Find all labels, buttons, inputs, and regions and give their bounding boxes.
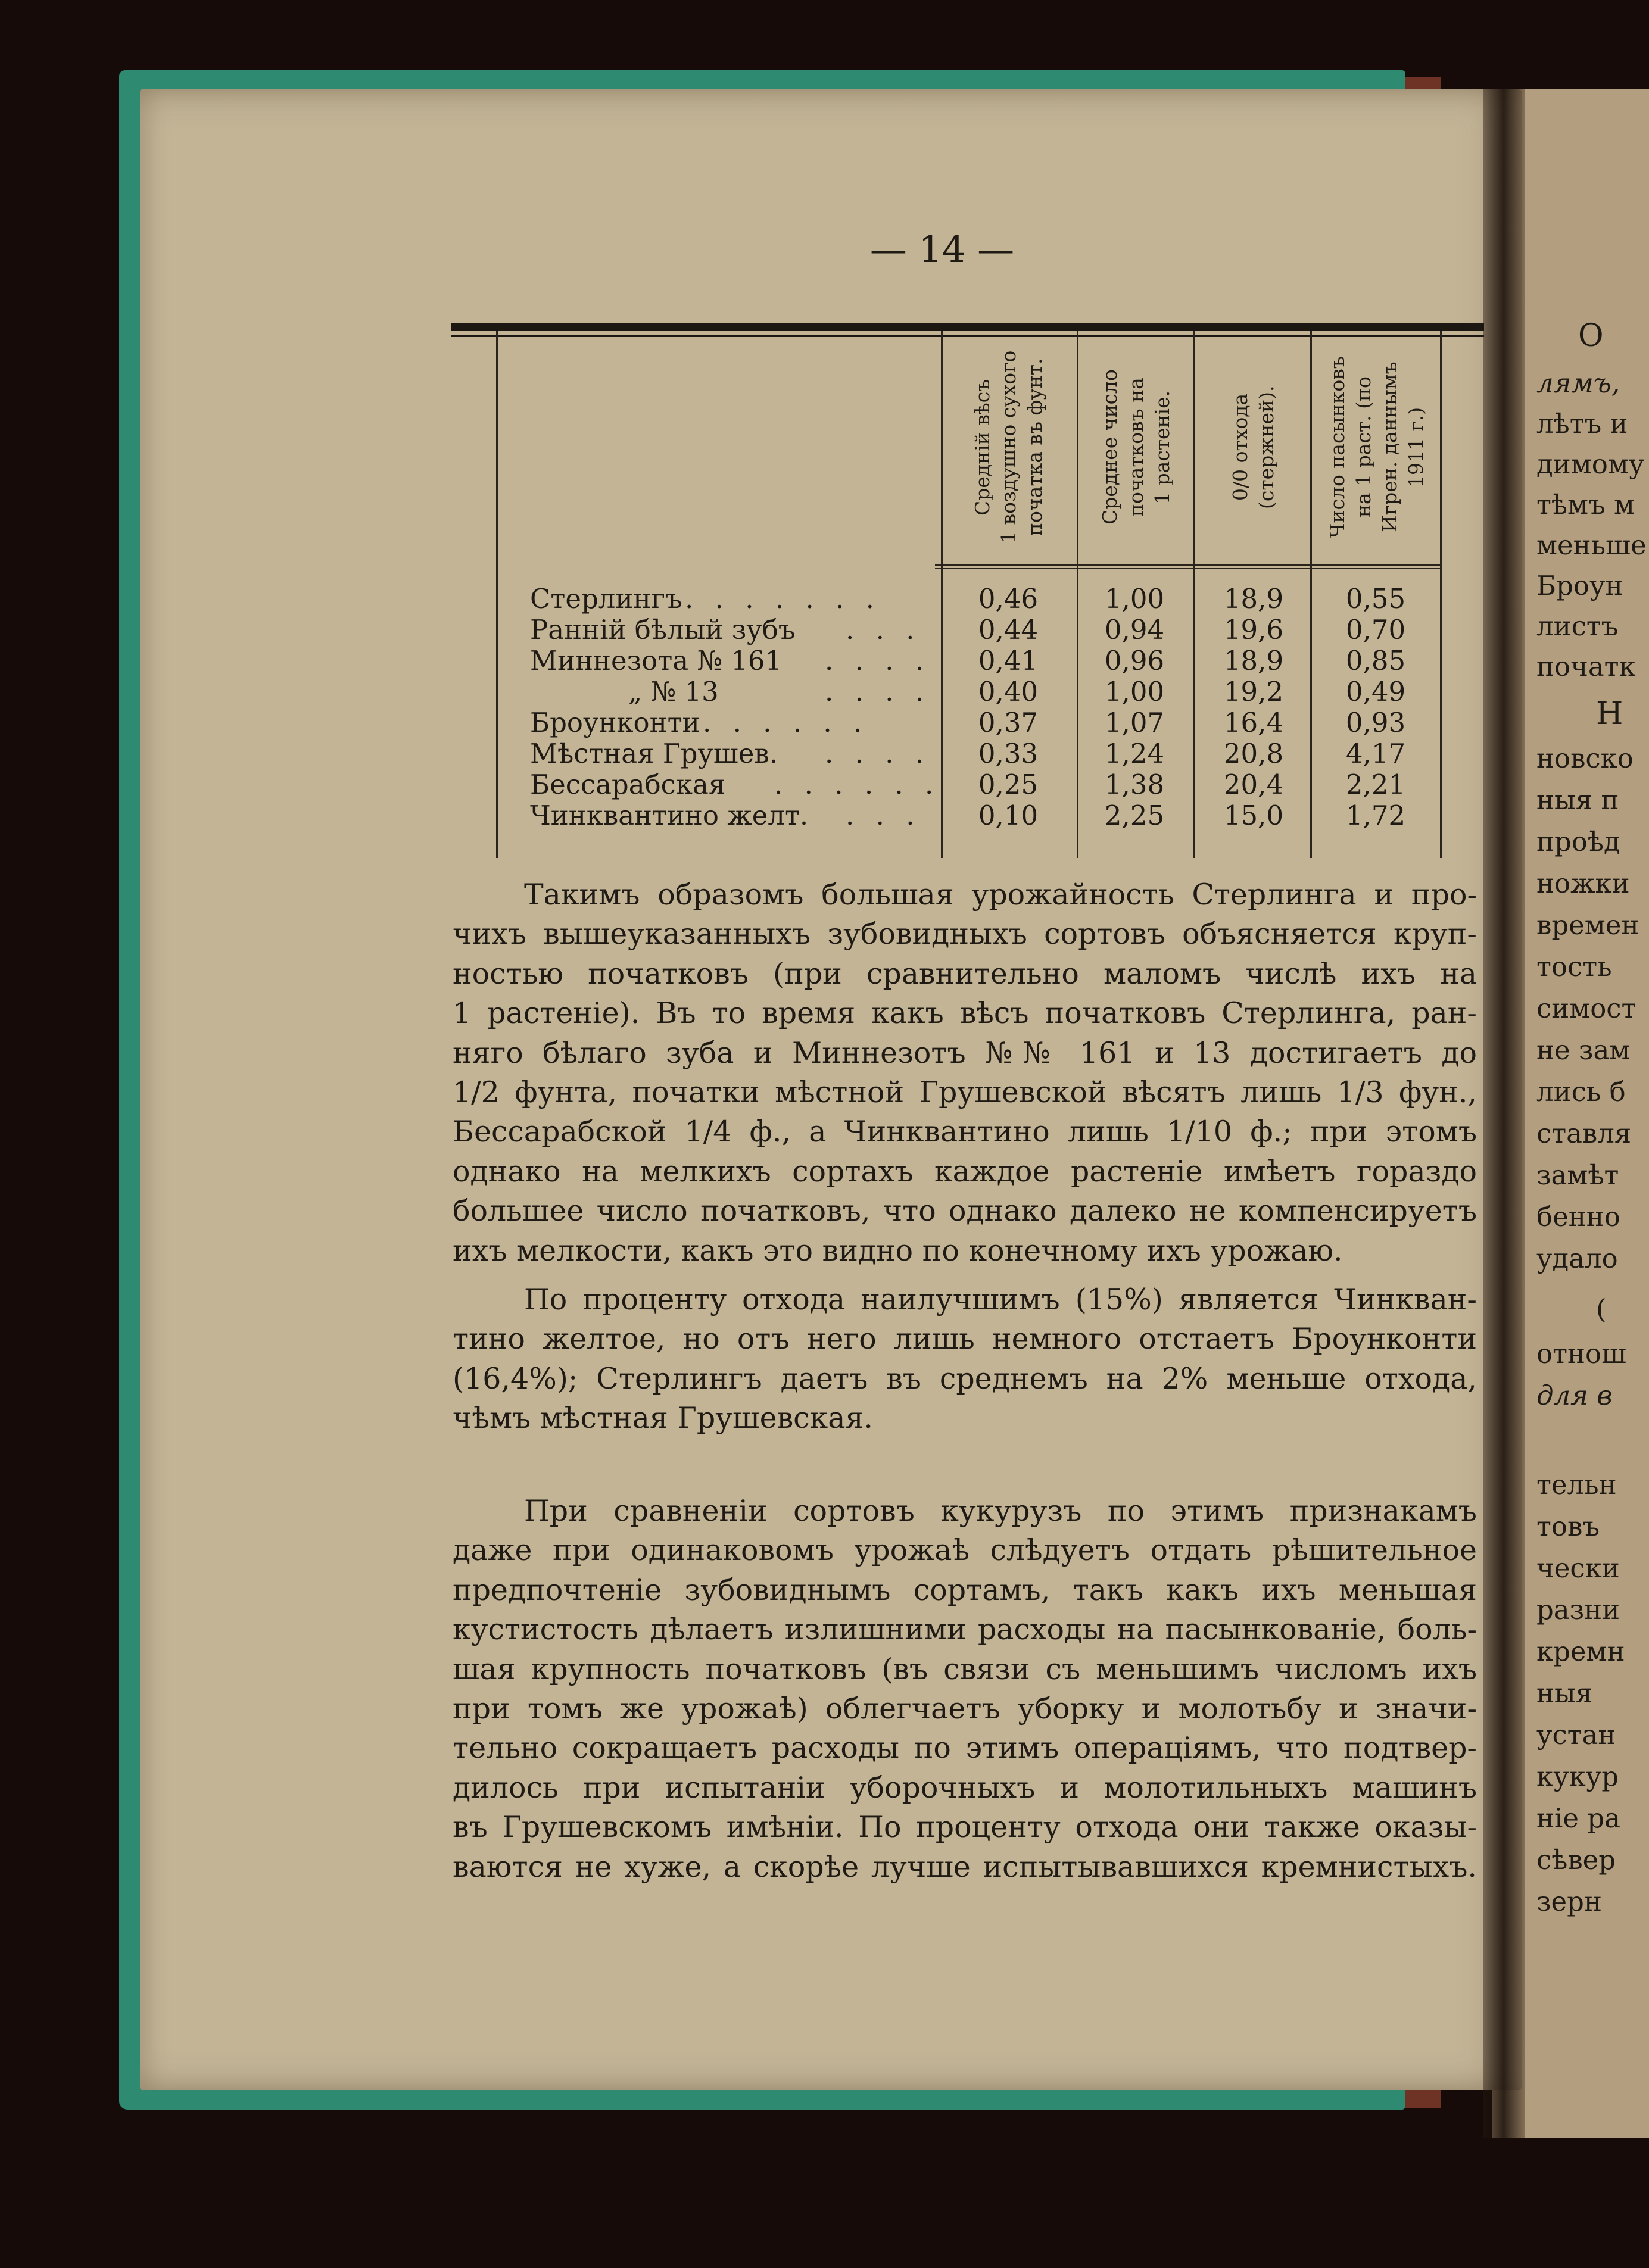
body-paragraph [453,875,1477,1271]
column-header-line: 0/0 отхода [1229,393,1252,501]
text-line: при томъ же урожаѣ) облегчаетъ уборку и молотьбу и значи- [453,1692,1477,1726]
right-page-fragment: димому [1536,448,1645,480]
table-cell: 18,9 [1223,645,1284,676]
text-line: ностью початковъ (при сравнительно маломъ числѣ ихъ на [453,956,1477,991]
table-cell: 18,9 [1223,583,1284,614]
right-page-fragment: новско [1536,743,1634,774]
right-page-fragment: разни [1536,1594,1620,1626]
text-line: тельно сокращаетъ расходы по этимъ операціямъ, что подтвер- [453,1731,1477,1765]
right-page-fragment: ножки [1536,868,1630,899]
table-border-left [496,331,498,858]
table-cell: 0,40 [978,676,1039,707]
table-cell: 0,49 [1345,676,1406,707]
table-row-label: Миннезота № 161 [530,645,783,676]
table-cell: 1,24 [1104,738,1165,769]
table-cell: 16,4 [1223,707,1284,738]
right-page-fragment: Н [1596,696,1623,732]
table-header-rule-thin [935,568,1442,569]
right-page-fragment: бенно [1536,1201,1620,1233]
table-border-right [1440,331,1442,858]
text-line: шая крупность початковъ (въ связи съ меньшимъ числомъ ихъ [453,1652,1477,1686]
column-header-line: початковъ на [1124,378,1148,517]
table-row-leader: . . . [846,614,921,645]
body-paragraph [453,1492,1477,1887]
table-row-label: Чинквантино желт. [530,800,809,831]
text-line: По процентy отхода наилучшимъ (15%) является Чинкван- [524,1283,1477,1316]
table-row-leader: . . . . [825,676,931,707]
table-row-label: Ранній бѣлый зубъ [530,614,796,645]
right-page-fragment: не зам [1536,1034,1631,1066]
column-header-line: 1911 г.) [1404,407,1427,488]
column-header-line: Среднее число [1098,369,1121,525]
right-page-fragment: товъ [1536,1511,1600,1542]
text-line: дилось при испытаніи уборочныхъ и молотильныхъ машинъ [453,1770,1477,1805]
right-page-fragment: лямъ, [1536,367,1620,399]
text-line: кустистость дѣлаетъ излишними расходы на пасынкованіе, боль- [453,1612,1477,1647]
right-page-fragment: ныя [1536,1677,1593,1709]
column-header-line: Игрен. даннымъ [1378,361,1401,533]
right-page-fragment: замѣт [1536,1159,1619,1191]
table-cell: 0,25 [978,769,1039,800]
table-cell: 1,00 [1104,676,1165,707]
table-row-leader: . . . . [825,738,931,769]
table-row-label: Бессарабская [530,769,726,800]
table-cell: 1,38 [1104,769,1165,800]
table-cell: 20,8 [1223,738,1284,769]
right-page-fragment: проѣд [1536,826,1620,857]
column-header-line: на 1 раст. (по [1352,376,1375,518]
table-row-label: Броунконти [530,707,700,738]
table-cell: 2,25 [1104,800,1165,831]
column-header-weight [956,337,1062,557]
column-header-line: Средній вѣсъ [971,379,994,516]
right-page-fragment: меньше [1536,529,1647,561]
right-page-fragment: лись б [1536,1076,1626,1108]
table-cell: 4,17 [1345,738,1406,769]
page-gutter [1483,89,1525,2138]
right-page-fragment: О [1578,318,1604,354]
right-page-fragment: Броун [1536,570,1623,601]
text-line: 1/2 фунта, початки мѣстной Грушевской вѣсятъ лишь 1/3 фун., [453,1075,1477,1110]
table-cell: 2,21 [1345,769,1406,800]
right-page-fragment: ( [1596,1293,1607,1325]
column-header-line: (стержней). [1255,385,1278,509]
right-page-fragment: ніе ра [1536,1802,1620,1834]
right-page-fragment: симост [1536,993,1636,1024]
column-header-ears-per-plant [1086,337,1187,557]
table-top-rule [451,323,1484,331]
table-cell: 0,10 [978,800,1039,831]
column-header-line: початка въ фунт. [1023,358,1046,536]
table-cell: 0,37 [978,707,1039,738]
table-cell: 0,96 [1104,645,1165,676]
table-column-divider [1193,331,1195,858]
text-line: большее число початковъ, что однако далеко не компенсируетъ [453,1194,1477,1228]
table-row-leader: . . . [846,800,921,831]
table-cell: 1,72 [1345,800,1406,831]
table-cell: 20,4 [1223,769,1284,800]
text-line: однако на мелкихъ сортахъ каждое растеніе имѣетъ гораздо [453,1154,1477,1188]
column-header-waste-percent [1203,337,1304,557]
text-line: (16,4%); Стерлингъ даетъ въ среднемъ на 2% меньше отхода, [453,1361,1477,1396]
right-page-fragment: тельн [1536,1469,1617,1500]
column-header-line: 1 воздушно сухого [997,350,1020,544]
right-page-fragment: листъ [1536,610,1619,642]
table-cell: 19,6 [1223,614,1284,645]
right-page-fragment: сѣвер [1536,1844,1616,1876]
table-row-leader: . . . . [825,645,931,676]
right-page-fragment: кукур [1536,1761,1619,1792]
table-cell: 0,44 [978,614,1039,645]
right-page-fragment: тость [1536,951,1612,982]
text-line: даже при одинаковомъ урожаѣ слѣдуетъ отдать рѣшительное [453,1533,1477,1568]
table-cell: 0,46 [978,583,1039,614]
table-row-leader: . . . . . . [703,707,869,738]
right-page-fragment: тѣмъ м [1536,489,1635,520]
table-cell: 0,55 [1345,583,1406,614]
table-row-label: Мѣстная Грушев. [530,738,778,769]
column-header-line: Число пасынковъ [1326,356,1349,538]
body-paragraph [453,1280,1477,1439]
text-line: 1 растеніе). Въ то время какъ вѣсъ початковъ Стерлинга, ран- [453,996,1477,1031]
table-cell: 0,33 [978,738,1039,769]
table-cell: 0,93 [1345,707,1406,738]
table-cell: 15,0 [1223,800,1284,831]
right-page-fragment: устан [1536,1719,1616,1751]
right-page-fragment: ныя п [1536,784,1619,816]
table-column-divider [1310,331,1312,858]
text-line: ихъ мелкости, какъ это видно по конечному ихъ урожаю. [453,1233,1343,1268]
right-page-fragment: початк [1536,651,1636,682]
table-cell: 1,07 [1104,707,1165,738]
right-page-fragment: зерн [1536,1886,1602,1917]
table-row-label: Стерлингъ [530,583,682,614]
text-line: Бессарабской 1/4 ф., а Чинквантино лишь 1/10 ф.; при этомъ [453,1115,1477,1149]
table-cell: 0,41 [978,645,1039,676]
table-header-rule [935,564,1442,566]
column-header-suckers [1317,337,1436,557]
table-cell: 19,2 [1223,676,1284,707]
text-line: чѣмъ мѣстная Грушевская. [453,1401,873,1436]
text-line: При сравненіи сортовъ кукурузъ по этимъ признакамъ [524,1494,1477,1528]
right-page-fragment: удало [1536,1243,1618,1274]
right-page-fragment: чески [1536,1552,1620,1584]
table-row-label: „ № 13 [628,676,719,707]
text-line: въ Грушевскомъ имѣніи. По проценту отхода они также оказы- [453,1810,1477,1845]
text-line: Такимъ образомъ большая урожайность Стерлинга и про- [524,878,1477,912]
table-row-leader: . . . . . . . [685,583,881,614]
right-page-fragment: кремн [1536,1636,1625,1667]
right-page-fragment: ставля [1536,1118,1632,1149]
text-line: ваются не хуже, а скорѣе лучше испытывавшихся кремнистыхъ. [453,1849,1477,1884]
right-page-fragment: для в [1536,1380,1613,1411]
text-line: чихъ вышеуказанныхъ зубовидныхъ сортовъ объясняется круп- [453,917,1477,952]
right-page-fragment: времен [1536,909,1639,941]
right-page-fragment: лѣтъ и [1536,408,1628,439]
text-line: предпочтеніе зубовиднымъ сортамъ, такъ какъ ихъ меньшая [453,1573,1477,1607]
table-cell: 0,94 [1104,614,1165,645]
column-header-line: 1 растеніе. [1151,390,1174,504]
table-column-divider [1077,331,1078,858]
table-row-leader: . . . . . . [774,769,940,800]
table-cell: 0,85 [1345,645,1406,676]
text-line: тино желтое, но отъ него лишь немного отстаетъ Броунконти [453,1322,1477,1356]
page-number: — 14 — [869,227,1015,271]
text-line: няго бѣлаго зуба и Миннезотъ №№ 161 и 13 достигаетъ до [453,1035,1477,1070]
table-cell: 0,70 [1345,614,1406,645]
right-page-fragment: отнош [1536,1338,1626,1369]
table-cell: 1,00 [1104,583,1165,614]
